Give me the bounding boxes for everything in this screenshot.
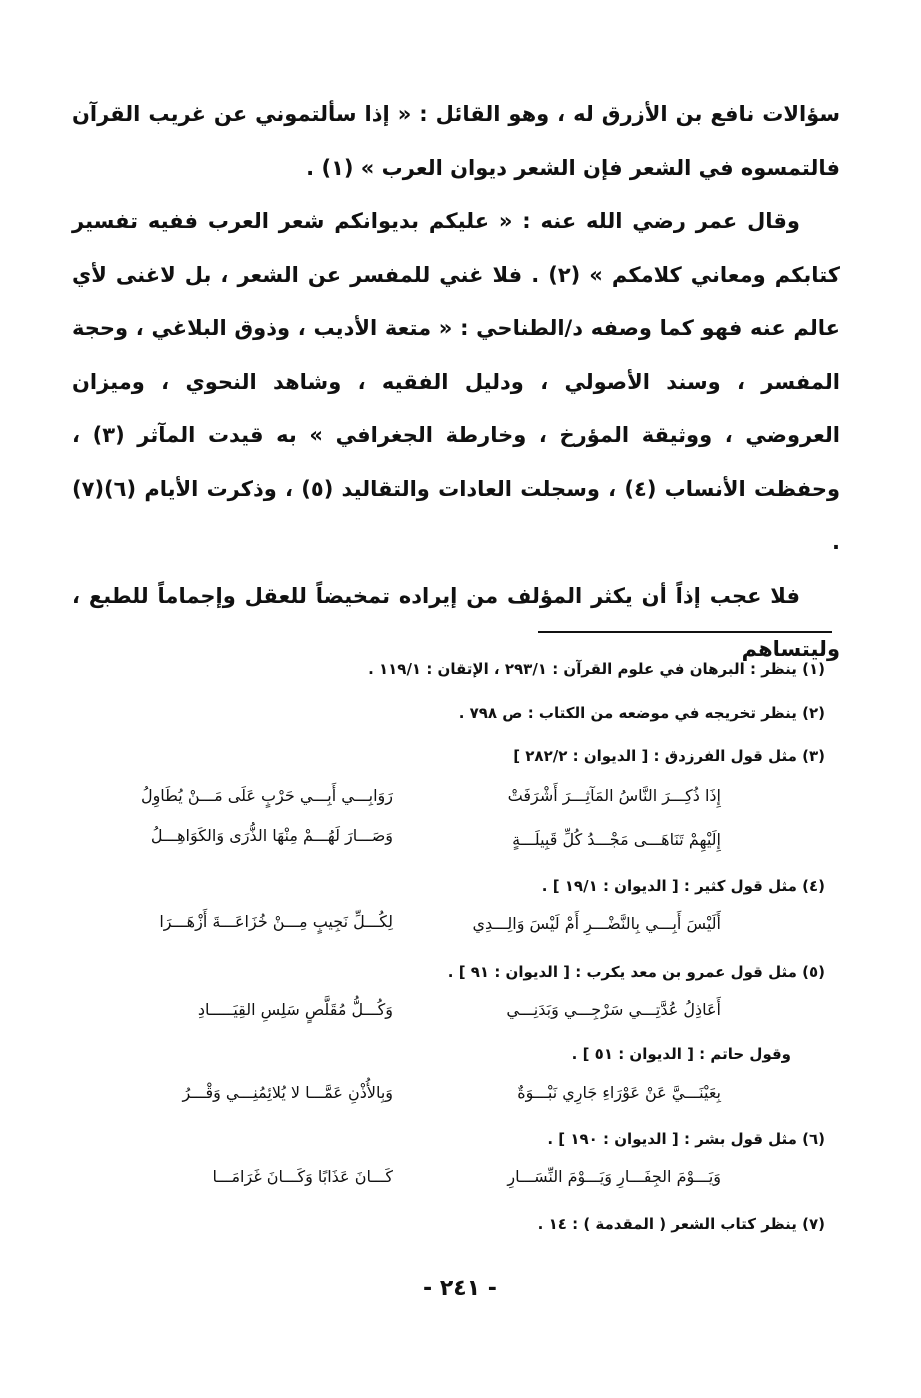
paragraph-3: فلا عجب إذاً أن يكثر المؤلف من إيراده تمخيضاً للعقل وإجماماً للطبع ، وليتساهم (72, 583, 840, 661)
verse-4a: أَلَيْسَ أَبِـــي بِالنَّضْـــرِ أَمْ لَيْسَ وَالِـــدِي (472, 914, 721, 933)
verse-5b: وَكُـــلُّ مُقَلَّصٍ سَلِسِ القِيَـــــادِ (197, 1000, 393, 1019)
verse-3-1b: رَوَابِـــي أَبِـــي حَرْبٍ عَلَى مَـــنْ يُطَاوِلُ (140, 786, 393, 805)
verse-5b-b: وَبِالأُذْنِ عَمَّـــا لا يُلائِمُنِـــي وَقْـــرُ (182, 1083, 393, 1102)
footnote-1: (١) ينظر : البرهان في علوم القرآن : ٢٩٣/١ ، الإتقان : ١١٩/١ . (368, 660, 825, 678)
footnote-5: (٥) مثل قول عمرو بن معد يكرب : [ الديوان : ٩١ ] . (447, 963, 825, 981)
verse-4b: لِكُـــلِّ نَجِيبٍ مِـــنْ خُزَاعَـــةَ أَزْهَـــرَا (159, 912, 393, 931)
footnote-4: (٤) مثل قول كثير : [ الديوان : ١٩/١ ] . (541, 877, 825, 895)
footnote-7: (٧) ينظر كتاب الشعر ( المقدمة ) : ١٤ . (537, 1215, 825, 1233)
verse-3-2b: وَصَـــارَ لَهُـــمْ مِنْهَا الذُّرَى وَالكَوَاهِـــلُ (150, 826, 393, 845)
verse-6a: وَيَـــوْمَ الجِفَـــارِ وَيَـــوْمَ النِّسَـــارِ (507, 1167, 721, 1186)
verse-3-1a: إِذَا ذُكِـــرَ النَّاسُ المَآثِـــرَ أَشْرَفَتْ (507, 786, 721, 805)
page-number: - ٢٤١ - (423, 1276, 497, 1301)
footnote-3: (٣) مثل قول الفرزدق : [ الديوان : ٢٨٢/٢ ] (513, 747, 825, 765)
main-text (72, 88, 840, 677)
paragraph-1: سؤالات نافع بن الأزرق له ، وهو القائل : « إذا سألتموني عن غريب القرآن فالتمسوه في الشعر فإن الشعر ديوان العرب » (١) . (72, 102, 840, 180)
verse-6b: كَـــانَ عَذَابًا وَكَـــانَ غَرَامَـــا (212, 1167, 393, 1186)
footnote-2: (٢) ينظر تخريجه في موضعه من الكتاب : ص ٧٩٨ . (458, 704, 825, 722)
paragraph-2: وقال عمر رضي الله عنه : « عليكم بديوانكم شعر العرب ففيه تفسير كتابكم ومعاني كلامكم » (٢) . فلا غني للمفسر عن الشعر ، بل لاغنى لأي عالم عنه فهو كما وصفه د/الطناحي : « متعة الأديب ، وذوق البلاغي ، وحجة المفسر ، وسند الأصولي ، ودليل الفقيه ، وشاهد النحوي ، وميزان العروضي ، ووثيقة المؤرخ ، وخارطة الجغرافي » به قيدت المآثر (٣) ، وحفظت الأنساب (٤) ، وسجلت العادات والتقاليد (٥) ، وذكرت الأيام (٦)(٧) . (72, 209, 841, 554)
footnote-5-hatim: وقول حاتم : [ الديوان : ٥١ ] . (571, 1045, 791, 1063)
verse-3-2a: إِلَيْهِمْ تَنَاهَـــى مَجْـــدُ كُلِّ قَبِيلَـــةٍ (512, 830, 721, 849)
footnote-6: (٦) مثل قول بشر : [ الديوان : ١٩٠ ] . (547, 1130, 825, 1148)
verse-5a: أَعَاذِلُ عُدَّتِـــي سَرْجِـــي وَبَدَنِـــي (506, 1000, 721, 1019)
footnote-separator (538, 631, 832, 633)
verse-5b-a: بِعَيْنَـــيَّ عَنْ عَوْرَاءِ جَارِي نَبْـــوَةٌ (517, 1083, 721, 1102)
